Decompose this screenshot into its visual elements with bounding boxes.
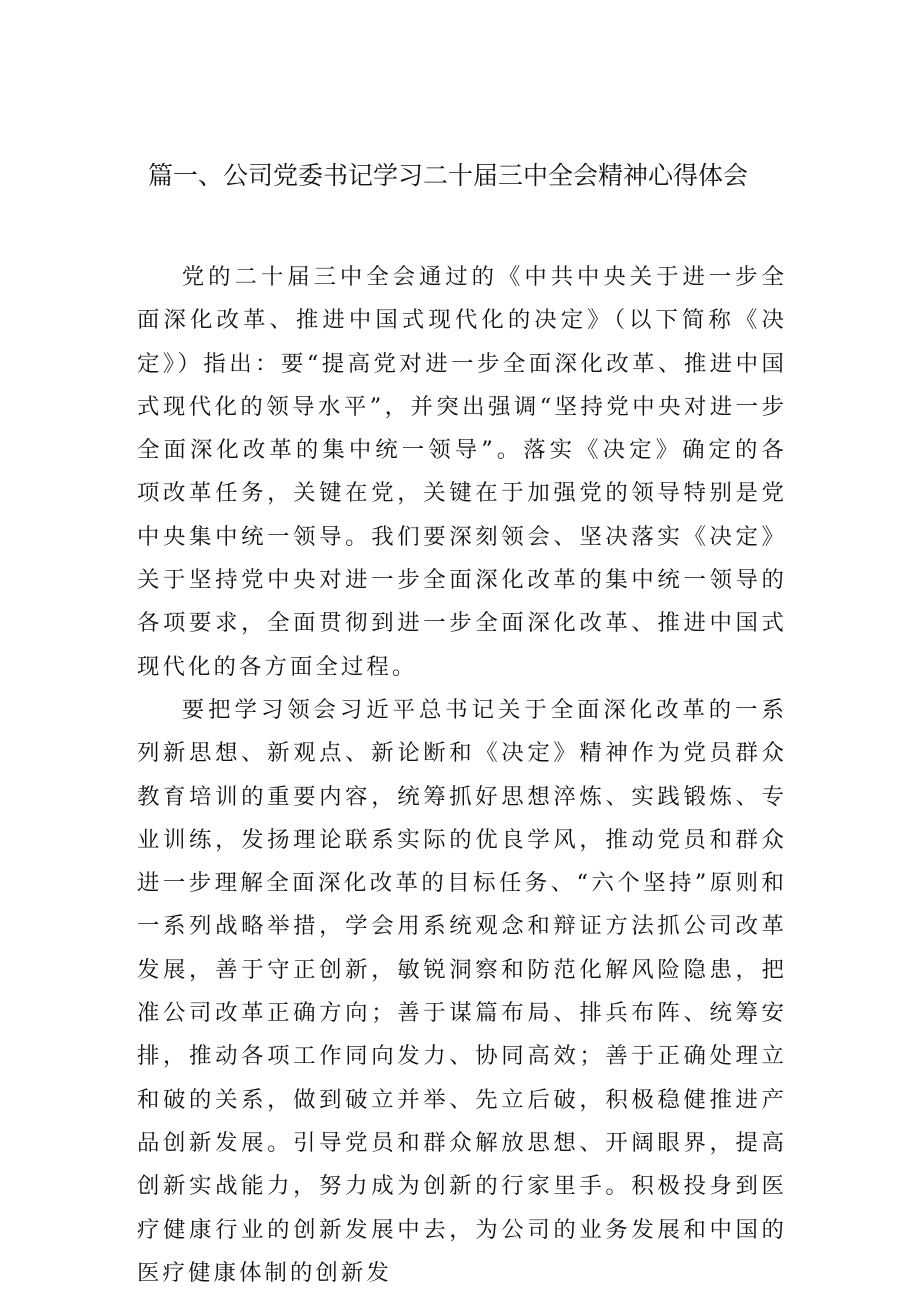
- document-title: 篇一、公司党委书记学习二十届三中全会精神心得体会: [148, 161, 749, 190]
- document-body: [137, 256, 787, 1295]
- paragraph: 要把学习领会习近平总书记关于全面深化改革的一系列新思想、新观点、新论断和《决定》精神作为党员群众教育培训的重要内容，统筹抓好思想淬炼、实践锻炼、专业训练，发扬理论联系实际的优良学风，推动党员和群众进一步理解全面深化改革的目标任务、“六个坚持”原则和一系列战略举措，学会用系统观念和辩证方法抓公司改革发展，善于守正创新，敏锐洞察和防范化解风险隐患，把准公司改革正确方向；善于谋篇布局、排兵布阵、统筹安排，推动各项工作同向发力、协同高效；善于正确处理立和破的关系，做到破立并举、先立后破，积极稳健推进产品创新发展。引导党员和群众解放思想、开阔眼界，提高创新实战能力，努力成为创新的行家里手。积极投身到医疗健康行业的创新发展中去，为公司的业务发展和中国的医疗健康体制的创新发: [137, 696, 787, 1286]
- paragraph: 党的二十届三中全会通过的《中共中央关于进一步全面深化改革、推进中国式现代化的决定》（以下简称《决定》）指出：要“提高党对进一步全面深化改革、推进中国式现代化的领导水平”，并突出强调“坚持党中央对进一步全面深化改革的集中统一领导”。落实《决定》确定的各项改革任务，关键在党，关键在于加强党的领导特别是党中央集中统一领导。我们要深刻领会、坚决落实《决定》关于坚持党中央对进一步全面深化改革的集中统一领导的各项要求，全面贯彻到进一步全面深化改革、推进中国式现代化的各方面全过程。: [137, 264, 787, 680]
